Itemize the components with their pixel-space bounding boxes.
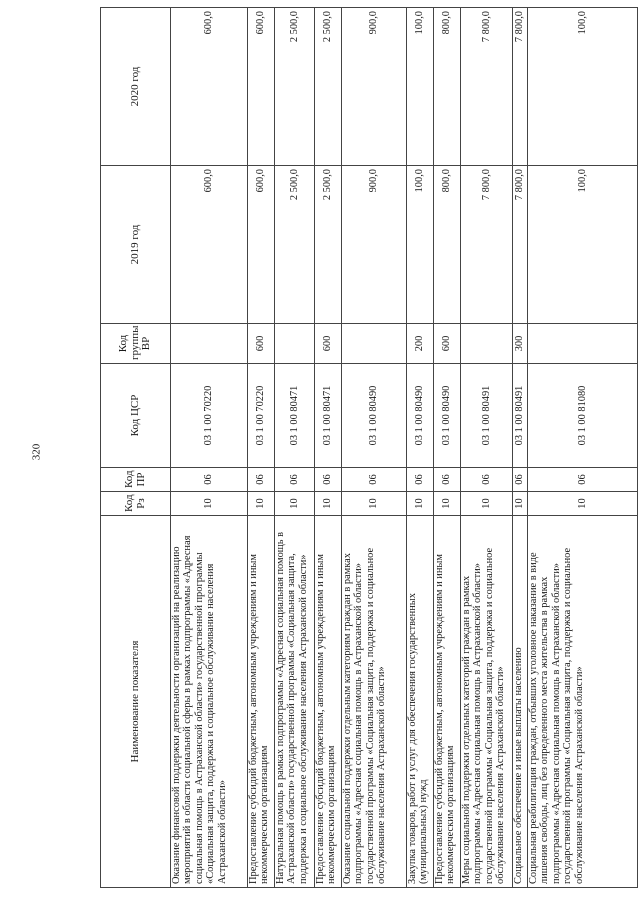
cell-csr: 03 1 00 80471 (315, 364, 342, 468)
rotated-table-wrapper (100, 8, 638, 888)
cell-vr: 600 (248, 324, 275, 364)
table-row (315, 8, 342, 888)
cell-pr: 06 (513, 468, 528, 492)
cell-vr: 300 (513, 324, 528, 364)
cell-2020: 2 500,0 (275, 8, 315, 166)
cell-2020: 100,0 (528, 8, 638, 166)
cell-csr: 03 1 00 80471 (275, 364, 315, 468)
table-row (248, 8, 275, 888)
table-header (101, 8, 171, 888)
cell-2020: 900,0 (342, 8, 407, 166)
cell-2019: 100,0 (528, 166, 638, 324)
cell-pr: 06 (275, 468, 315, 492)
cell-2020: 800,0 (434, 8, 461, 166)
cell-2020: 7 800,0 (461, 8, 513, 166)
cell-2019: 2 500,0 (315, 166, 342, 324)
cell-rz: 10 (275, 492, 315, 516)
cell-name: Оказание социальной поддержки отдельным категориям граждан в рамках подпрограммы «Адресная социальная помощь в Астраханской области» государственной программы «Социальная защита, поддержка и социальное обслуживание населения Астраханской области» (342, 516, 407, 888)
cell-name: Закупка товаров, работ и услуг для обеспечения государственных (муниципальных) нужд (407, 516, 434, 888)
cell-pr: 06 (171, 468, 248, 492)
cell-csr: 03 1 00 80491 (513, 364, 528, 468)
cell-vr (275, 324, 315, 364)
budget-table (100, 7, 638, 888)
cell-rz: 10 (461, 492, 513, 516)
cell-2020: 600,0 (171, 8, 248, 166)
header-cell-csr: Код ЦСР (101, 364, 171, 468)
header-cell-vr: Код группы ВР (101, 324, 171, 364)
cell-2019: 800,0 (434, 166, 461, 324)
cell-name: Натуральная помощь в рамках подпрограммы «Адресная социальная помощь в Астраханской области» государственной программы «Социальная защита, поддержка и социальное обслуживание населения Астраханской области» (275, 516, 315, 888)
cell-name: Оказание финансовой поддержки деятельности организаций на реализацию мероприятий в области социальной сферы в рамках подпрограммы «Адресная социальная помощь в Астраханской области» государственной программы «Социальная защита, поддержка и социальное обслуживание населения Астраханской области» (171, 516, 248, 888)
cell-rz: 10 (171, 492, 248, 516)
table-row (461, 8, 513, 888)
cell-2020: 100,0 (407, 8, 434, 166)
cell-pr: 06 (248, 468, 275, 492)
cell-name: Социальное обеспечение и иные выплаты населению (513, 516, 528, 888)
cell-2019: 600,0 (248, 166, 275, 324)
table-row (407, 8, 434, 888)
cell-vr: 600 (434, 324, 461, 364)
cell-rz: 10 (528, 492, 638, 516)
table-row (528, 8, 638, 888)
table-row (434, 8, 461, 888)
header-cell-name: Наименование показателя (101, 516, 171, 888)
cell-csr: 03 1 00 70220 (171, 364, 248, 468)
cell-rz: 10 (434, 492, 461, 516)
table-row (275, 8, 315, 888)
cell-2019: 7 800,0 (513, 166, 528, 324)
cell-name: Меры социальной поддержки отдельных категорий граждан в рамках подпрограммы «Адресная социальная помощь в Астраханской области» государственной программы «Социальная защита, поддержка и социальное обслуживание населения Астраханской области» (461, 516, 513, 888)
cell-csr: 03 1 00 80491 (461, 364, 513, 468)
cell-csr: 03 1 00 70220 (248, 364, 275, 468)
header-cell-2020: 2020 год (101, 8, 171, 166)
cell-csr: 03 1 00 81080 (528, 364, 638, 468)
cell-vr (461, 324, 513, 364)
page-number: 320 (30, 443, 43, 461)
cell-pr: 06 (461, 468, 513, 492)
cell-pr: 06 (528, 468, 638, 492)
cell-2020: 2 500,0 (315, 8, 342, 166)
cell-vr (171, 324, 248, 364)
cell-2020: 7 800,0 (513, 8, 528, 166)
table-row (342, 8, 407, 888)
header-row (101, 8, 171, 888)
header-cell-pr: Код ПР (101, 468, 171, 492)
cell-csr: 03 1 00 80490 (434, 364, 461, 468)
cell-vr: 600 (315, 324, 342, 364)
cell-csr: 03 1 00 80490 (407, 364, 434, 468)
cell-pr: 06 (342, 468, 407, 492)
cell-2020: 600,0 (248, 8, 275, 166)
cell-pr: 06 (315, 468, 342, 492)
cell-2019: 2 500,0 (275, 166, 315, 324)
cell-rz: 10 (248, 492, 275, 516)
table-body (171, 8, 638, 888)
cell-pr: 06 (434, 468, 461, 492)
cell-2019: 900,0 (342, 166, 407, 324)
cell-name: Социальная реабилитация граждан, отбывших уголовное наказание в виде лишения свободы, лиц без определенного места жительства в рамках подпрограммы «Адресная социальная помощь в Астраханской области» государственной программы «Социальная защита, поддержка и социальное обслуживание населения Астраханской области» (528, 516, 638, 888)
cell-rz: 10 (315, 492, 342, 516)
cell-name: Предоставление субсидий бюджетным, автономным учреждениям и иным некоммерческим организациям (248, 516, 275, 888)
cell-vr (342, 324, 407, 364)
cell-2019: 600,0 (171, 166, 248, 324)
cell-vr (528, 324, 638, 364)
cell-rz: 10 (513, 492, 528, 516)
header-cell-2019: 2019 год (101, 166, 171, 324)
cell-name: Предоставление субсидий бюджетным, автономным учреждениям и иным некоммерческим организациям (434, 516, 461, 888)
cell-rz: 10 (407, 492, 434, 516)
table-row (171, 8, 248, 888)
cell-vr: 200 (407, 324, 434, 364)
cell-2019: 100,0 (407, 166, 434, 324)
table-row (513, 8, 528, 888)
cell-csr: 03 1 00 80490 (342, 364, 407, 468)
cell-2019: 7 800,0 (461, 166, 513, 324)
cell-pr: 06 (407, 468, 434, 492)
cell-name: Предоставление субсидий бюджетным, автономным учреждениям и иным некоммерческим организациям (315, 516, 342, 888)
header-cell-rz: Код Рз (101, 492, 171, 516)
cell-rz: 10 (342, 492, 407, 516)
